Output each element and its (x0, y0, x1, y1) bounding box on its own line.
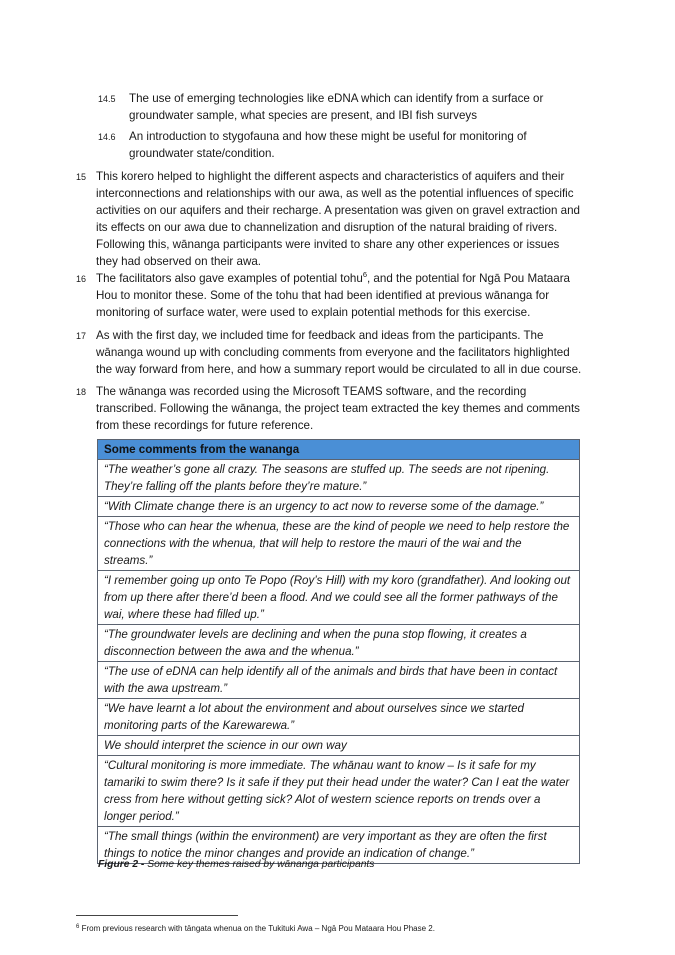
figure-label: Figure 2 - (98, 859, 145, 870)
paragraph-text: As with the first day, we included time for feedback and ideas from the participants. The wānanga wound up with concluding comments from everyone and the facilitators highlighted the way forward from here, and how a summary report would be circulated to all in due course. (96, 329, 582, 376)
comment-row: We should interpret the science in our own way (98, 736, 579, 756)
comment-row: “With Climate change there is an urgency to act now to reverse some of the damage.” (98, 497, 579, 517)
footnote-number: 6 (76, 924, 80, 930)
comment-row: “We have learnt a lot about the environment and about ourselves since we started monitoring parts of the Karewarewa.” (98, 699, 579, 736)
figure-caption (98, 859, 374, 870)
list-item-14-6 (98, 128, 578, 162)
list-item-14-5 (98, 90, 578, 124)
paragraph-text: The wānanga was recorded using the Microsoft TEAMS software, and the recording transcribed. Following the wānanga, the project team extracted the key themes and comments from these recordings for future reference. (96, 385, 580, 432)
paragraph-15 (76, 168, 584, 270)
comments-heading: Some comments from the wananga (98, 440, 579, 460)
paragraph-text-start: The facilitators also gave examples of potential tohu (96, 272, 363, 285)
comment-row: “The small things (within the environment) are very important as they are often the first things to notice the minor changes and provide an indication of change.” (104, 830, 547, 860)
paragraph-text-end: , and the potential for Ngā Pou Mataara Hou to monitor these. Some of the tohu that had been identified at previous wānanga for monitoring of surface water, were used to explain potential methods for this exercise. (96, 272, 571, 319)
paragraph-18 (76, 383, 584, 434)
paragraph-number: 18 (76, 387, 87, 397)
item-text: The use of emerging technologies like eDNA which can identify from a surface or groundwater sample, what species are present, and IBI fish surveys (129, 92, 544, 122)
comment-row: “The weather’s gone all crazy. The seasons are stuffed up. The seeds are not ripening. They’re falling off the plants before they’re mature.” (98, 460, 579, 497)
item-text: An introduction to stygofauna and how these might be useful for monitoring of groundwater state/condition. (129, 130, 527, 160)
comment-row: “I remember going up onto Te Popo (Roy’s Hill) with my koro (grandfather). And looking out from up there after there’d been a flood. And we could see all the former pathways of the wai, where these had filled up.” (98, 571, 579, 625)
comment-row: “Those who can hear the whenua, these are the kind of people we need to help restore the connections with the whenua, that will help to restore the mauri of the wai and the streams.” (98, 517, 579, 571)
item-number: 14.6 (98, 132, 116, 142)
paragraph-number: 17 (76, 331, 87, 341)
paragraph-text (96, 270, 584, 321)
comment-row: “Cultural monitoring is more immediate. The whānau want to know – Is it safe for my tamariki to swim there? Is it safe if they put their head under the water? Can I eat the water cress from here without getting sick? Alot of western science reports on trends over a longer period.” (98, 756, 579, 827)
footnote (76, 924, 435, 933)
comment-row: “The groundwater levels are declining and when the puna stop flowing, it creates a disconnection between the awa and the whenua.” (98, 625, 579, 662)
paragraph-text: This korero helped to highlight the different aspects and characteristics of aquifers and their interconnections and relationships with our awa, as well as the potential influences of specific activities on our aquifers and their recharge. A presentation was given on gravel extraction and its effects on our awa due to channelization and disruption of the natural braiding of rivers. Following this, wānanga participants were invited to share any other experiences or issues they had observed on their awa. (96, 170, 581, 268)
footnote-divider (76, 915, 238, 916)
footnote-reference[interactable]: 6 (362, 270, 367, 279)
comments-table (97, 439, 580, 864)
paragraph-17 (76, 327, 584, 378)
footnote-text: From previous research with tāngata whenua on the Tukituki Awa – Ngā Pou Mataara Hou Phase 2. (79, 924, 435, 933)
item-number: 14.5 (98, 94, 116, 104)
paragraph-number: 15 (76, 172, 87, 182)
comment-row: “The use of eDNA can help identify all of the animals and birds that have been in contact with the awa upstream.” (98, 662, 579, 699)
figure-caption-text: Some key themes raised by wānanga participants (144, 859, 375, 870)
paragraph-16 (76, 270, 584, 321)
paragraph-number: 16 (76, 274, 87, 284)
